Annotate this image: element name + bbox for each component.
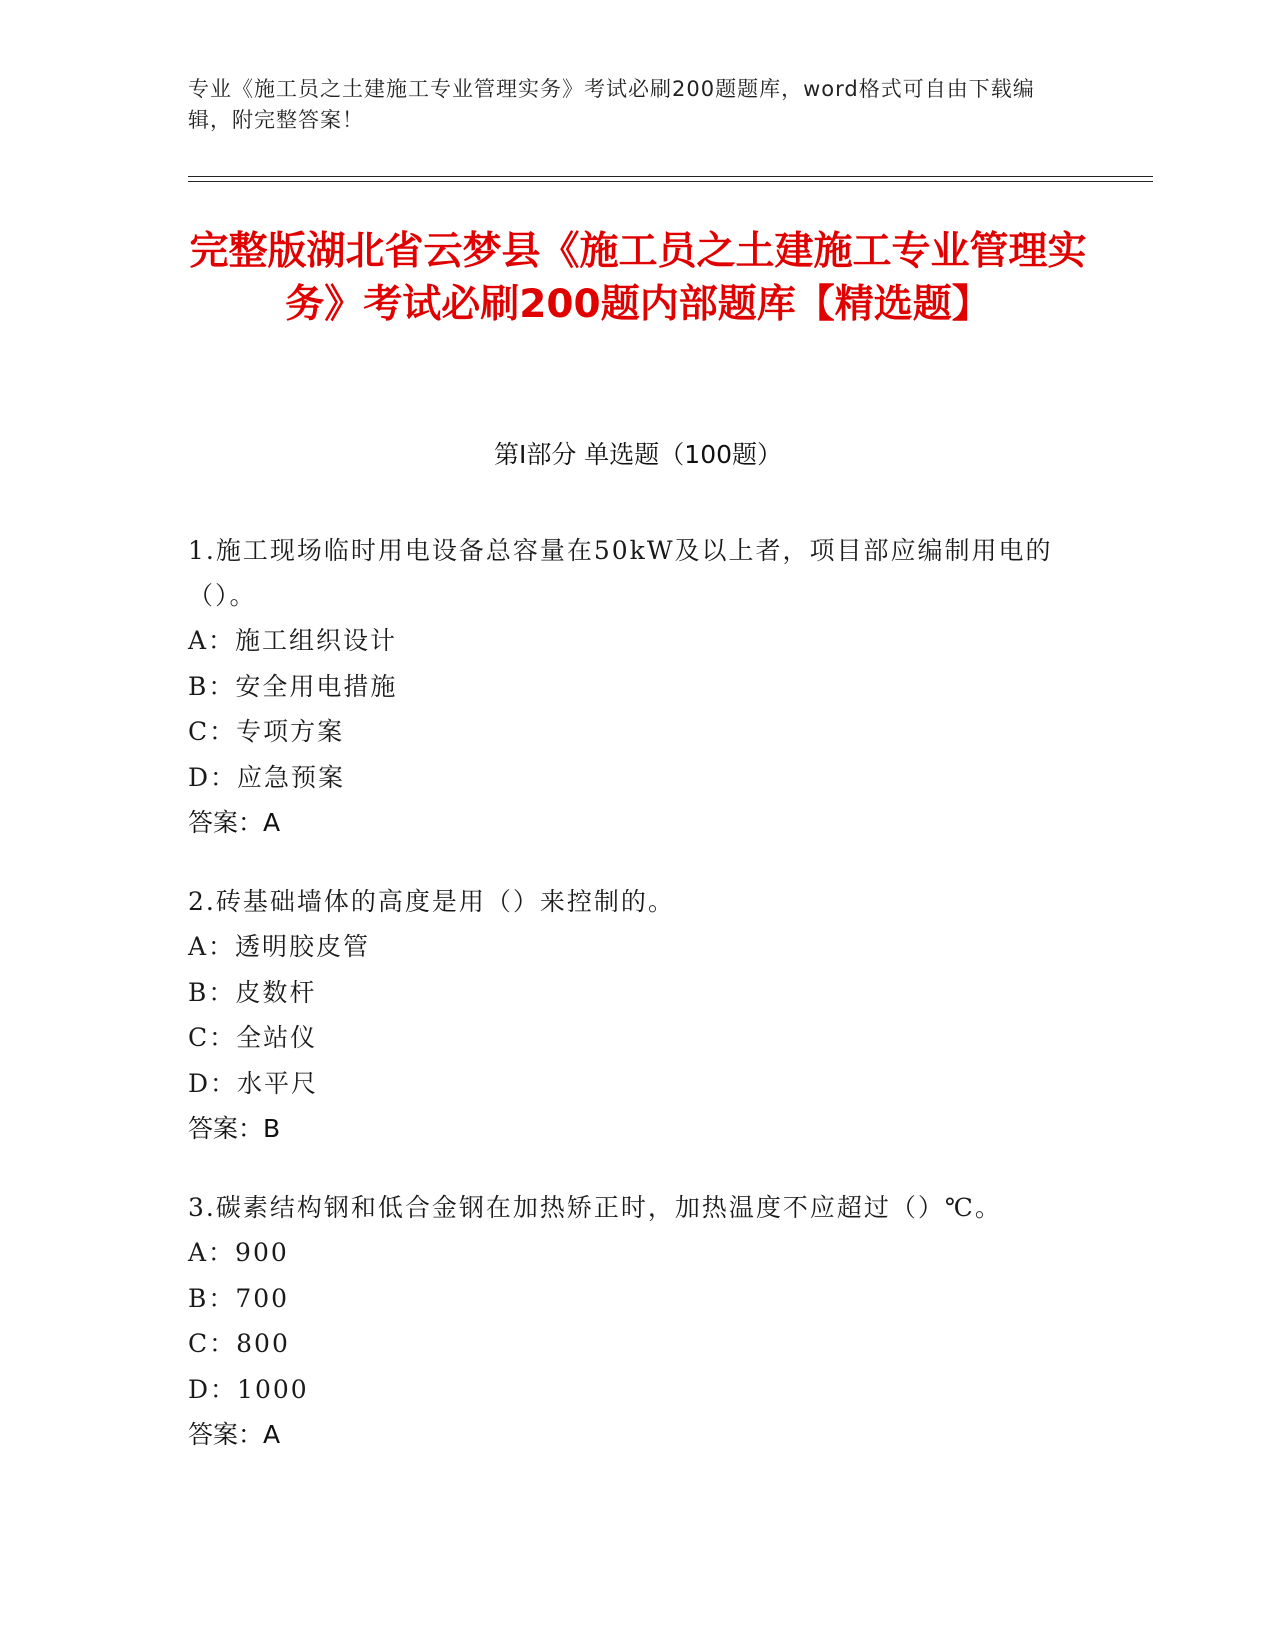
header-note: 专业《施工员之土建施工专业管理实务》考试必刷200题题库，word格式可自由下载编辑，附完整答案！ (188, 77, 1035, 132)
answer: 答案：A (188, 808, 281, 837)
question-stem: 1.施工现场临时用电设备总容量在50kW及以上者，项目部应编制用电的（）。 (188, 536, 1053, 610)
answer: 答案：A (188, 1420, 281, 1449)
option-d: D：水平尺 (188, 1068, 319, 1098)
answer: 答案：B (188, 1114, 281, 1143)
question-2 (188, 879, 1088, 1151)
option-a: A：透明胶皮管 (188, 932, 371, 961)
document-title: 完整版湖北省云梦县《施工员之土建施工专业管理实务》考试必刷200题内部题库【精选题】 (189, 229, 1087, 327)
option-b: B：700 (188, 1283, 290, 1313)
question-3 (188, 1185, 1088, 1457)
question-stem: 2.砖基础墙体的高度是用（）来控制的。 (188, 887, 675, 916)
option-b: B：皮数杆 (188, 977, 317, 1007)
option-c: C：全站仪 (188, 1023, 318, 1052)
section-heading: 第I部分 单选题（100题） (493, 440, 783, 469)
header-rule-bottom (188, 181, 1153, 182)
option-a: A：900 (188, 1238, 289, 1267)
option-d: D：1000 (188, 1374, 309, 1404)
option-c: C：专项方案 (188, 717, 345, 746)
option-b: B：安全用电措施 (188, 671, 398, 701)
question-1 (188, 528, 1088, 845)
option-a: A：施工组织设计 (188, 626, 398, 655)
option-d: D：应急预案 (188, 762, 346, 792)
option-c: C：800 (188, 1329, 290, 1358)
header-rule-top (188, 176, 1153, 177)
question-list (188, 528, 1088, 1491)
question-stem: 3.碳素结构钢和低合金钢在加热矫正时，加热温度不应超过（）℃。 (188, 1193, 1002, 1222)
